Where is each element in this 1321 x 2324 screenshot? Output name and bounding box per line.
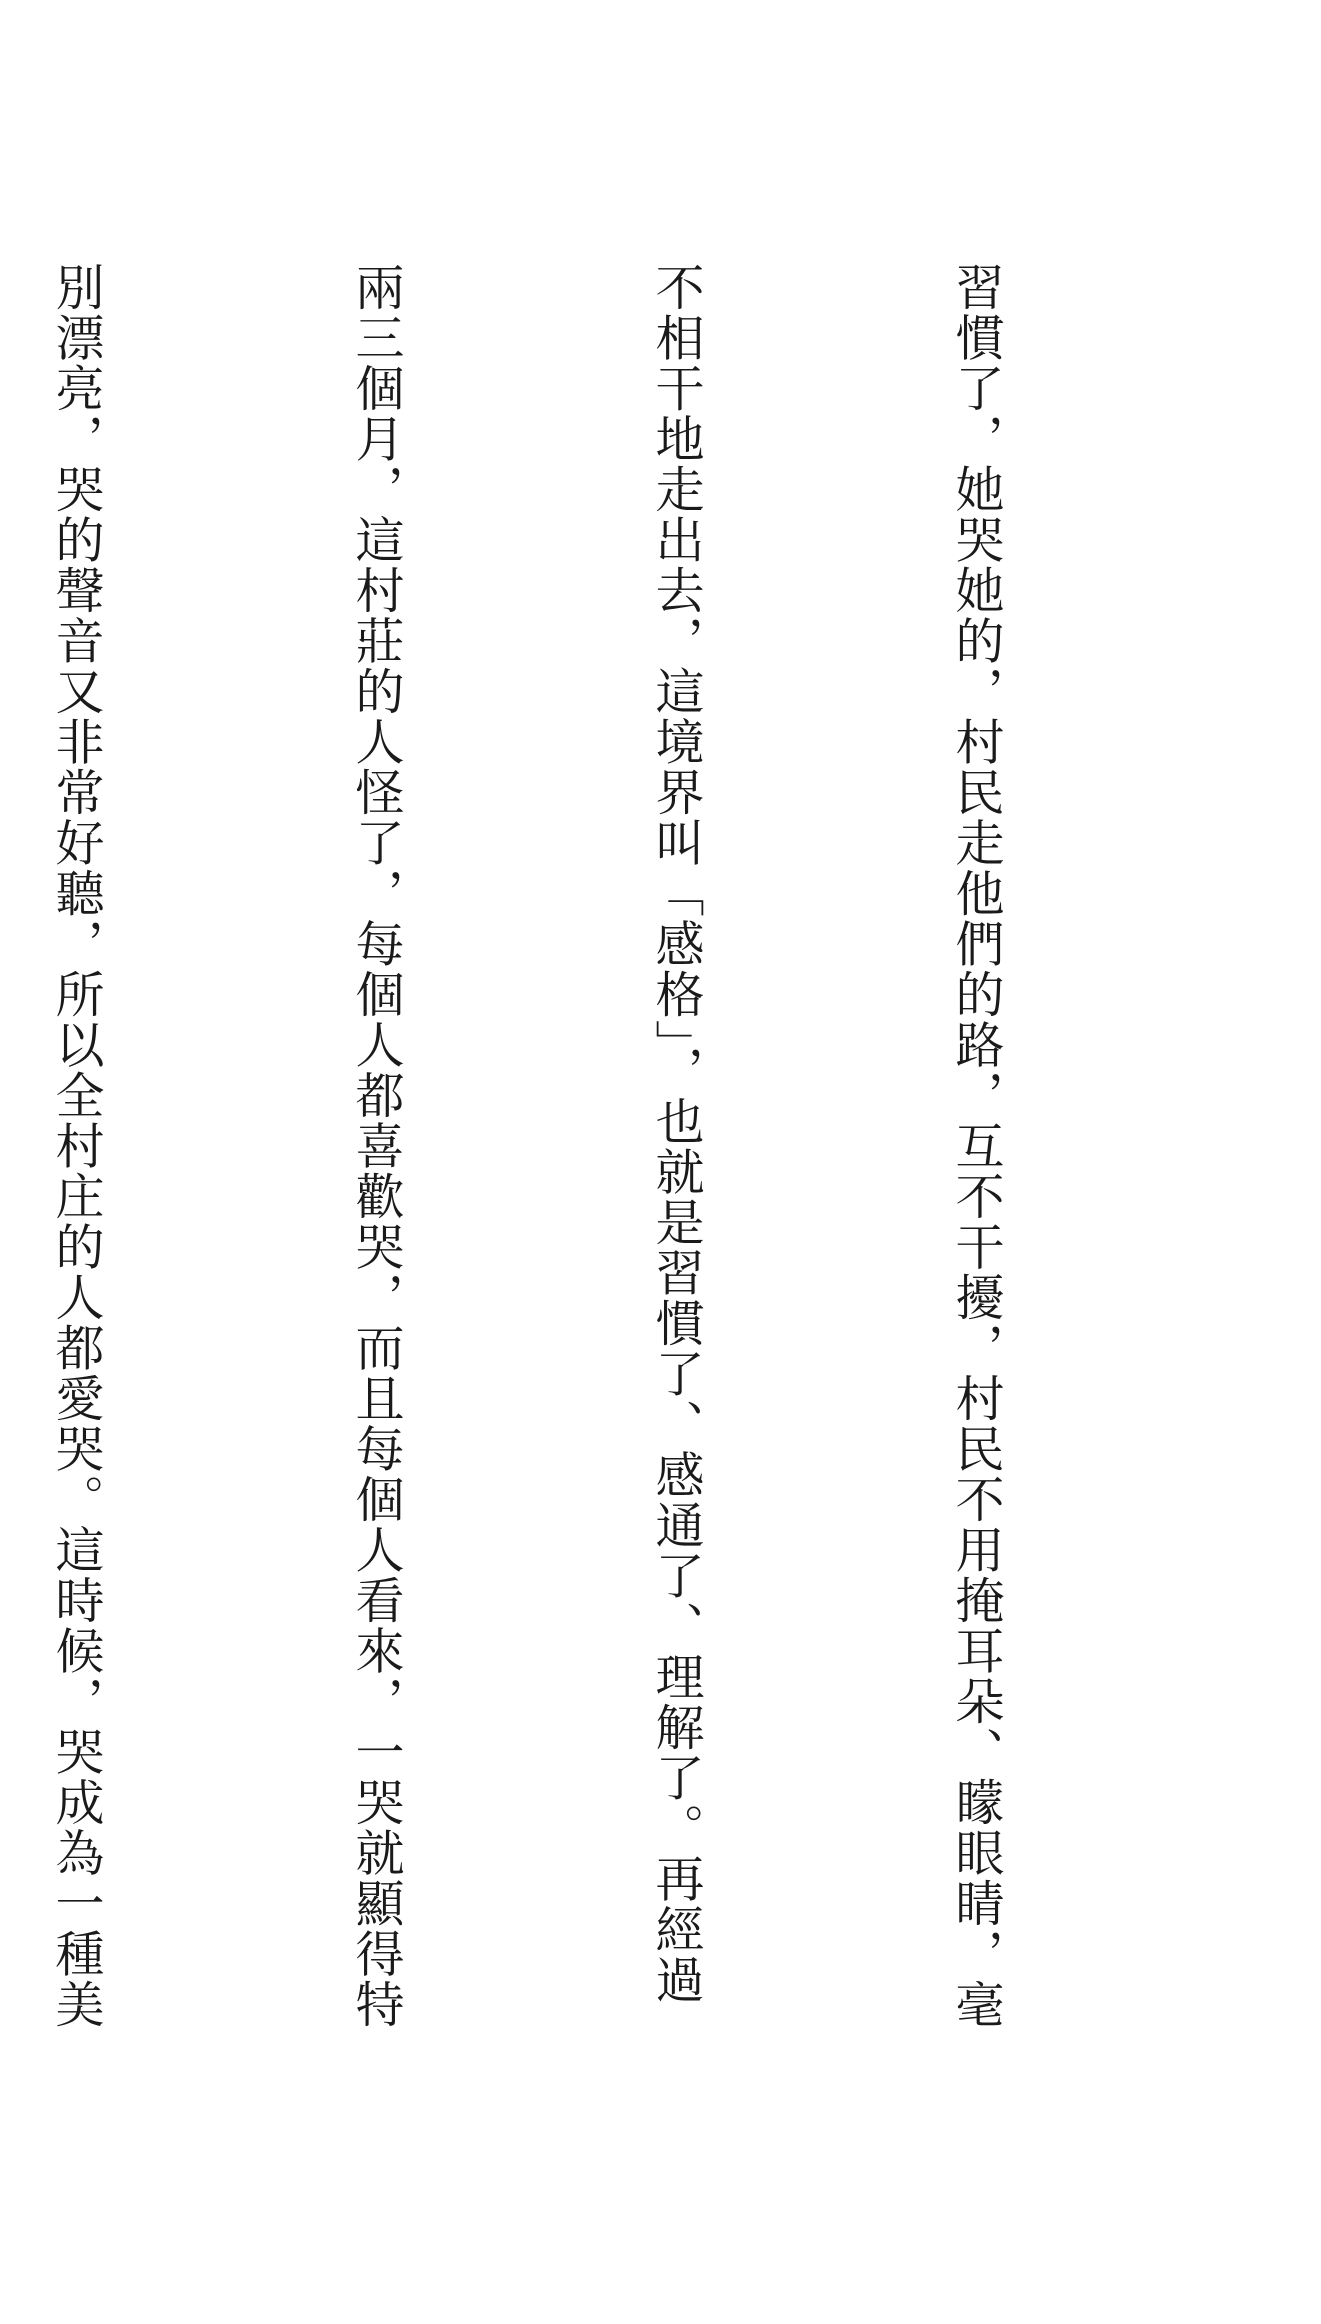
text-column-3: 兩三個月，這村莊的人怪了，每個人都喜歡哭，而且每個人看來，一哭就顯得特 <box>348 262 405 2030</box>
text-column-2: 不相干地走出去，這境界叫「感格」，也就是習慣了、感通了、理解了。再經過 <box>648 262 705 2005</box>
text-column-4: 別漂亮，哭的聲音又非常好聽，所以全村庄的人都愛哭。這時候，哭成為一種美 <box>48 262 105 2030</box>
vertical-text-body <box>0 262 1226 2122</box>
text-column-1: 習慣了，她哭她的，村民走他們的路，互不干擾，村民不用掩耳朵、矇眼睛，毫 <box>948 262 1005 2030</box>
